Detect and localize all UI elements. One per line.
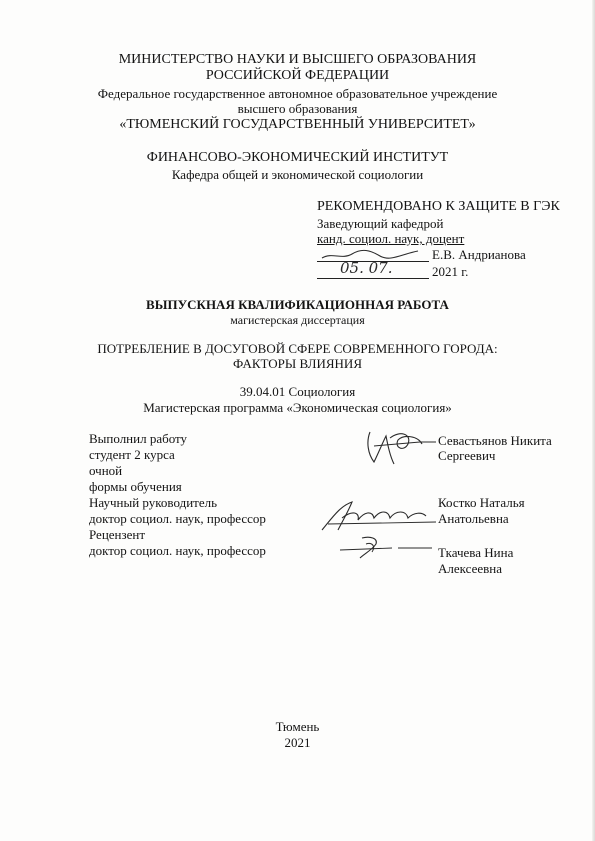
student-label-2: студент 2 курса: [89, 447, 175, 462]
work-title-line-2: ФАКТОРЫ ВЛИЯНИЯ: [233, 356, 362, 371]
advisor-name-2: Анатольевна: [438, 511, 509, 526]
approval-head-name: Е.В. Андрианова: [432, 247, 526, 262]
specialty-code: 39.04.01 Социология: [239, 384, 356, 399]
advisor-name-1: Костко Наталья: [438, 495, 525, 510]
student-label-3: очной: [89, 463, 123, 478]
institution-line-2: высшего образования: [237, 101, 358, 116]
advisor-label-1: Научный руководитель: [89, 495, 218, 510]
reviewer-label-2: доктор социол. наук, профессор: [89, 543, 266, 558]
department-name: Кафедра общей и экономической социологии: [171, 167, 424, 182]
approval-date-line: [317, 278, 429, 279]
program-name: Магистерская программа «Экономическая социология»: [143, 400, 452, 415]
ministry-line-1: МИНИСТЕРСТВО НАУКИ И ВЫСШЕГО ОБРАЗОВАНИЯ: [118, 52, 477, 67]
reviewer-signature-handwritten: [336, 532, 436, 560]
approval-title: РЕКОМЕНДОВАНО К ЗАЩИТЕ В ГЭК: [317, 199, 560, 214]
student-signature-handwritten: [360, 424, 438, 470]
approval-position: Заведующий кафедрой: [317, 216, 444, 231]
approval-degree: канд. социол. наук, доцент: [317, 231, 465, 246]
footer-city: Тюмень: [275, 719, 320, 734]
student-label-1: Выполнил работу: [89, 431, 188, 446]
student-label-4: формы обучения: [89, 479, 182, 494]
advisor-label-2: доктор социол. наук, профессор: [89, 511, 266, 526]
work-title-line-1: ПОТРЕБЛЕНИЕ В ДОСУГОВОЙ СФЕРЕ СОВРЕМЕННОГО ГОРОДА:: [97, 341, 498, 356]
university-name: «ТЮМЕНСКИЙ ГОСУДАРСТВЕННЫЙ УНИВЕРСИТЕТ»: [119, 117, 476, 132]
ministry-line-2: РОССИЙСКОЙ ФЕДЕРАЦИИ: [205, 68, 390, 83]
institute-name: ФИНАНСОВО-ЭКОНОМИЧЕСКИЙ ИНСТИТУТ: [146, 150, 449, 165]
approval-date-handwritten: 05. 07.: [340, 259, 393, 277]
reviewer-label-1: Рецензент: [89, 527, 146, 542]
approval-year: 2021 г.: [432, 264, 469, 279]
footer-year: 2021: [284, 735, 311, 750]
work-type: ВЫПУСКНАЯ КВАЛИФИКАЦИОННАЯ РАБОТА: [146, 297, 449, 312]
work-subtype: магистерская диссертация: [230, 313, 365, 327]
student-name-2: Сергеевич: [438, 448, 496, 463]
reviewer-name-2: Алексеевна: [438, 561, 502, 576]
reviewer-name-1: Ткачева Нина: [438, 545, 514, 560]
student-name-1: Севастьянов Никита: [438, 433, 552, 448]
institution-line-1: Федеральное государственное автономное образовательное учреждение: [97, 86, 498, 101]
advisor-signature-handwritten: [318, 496, 440, 536]
